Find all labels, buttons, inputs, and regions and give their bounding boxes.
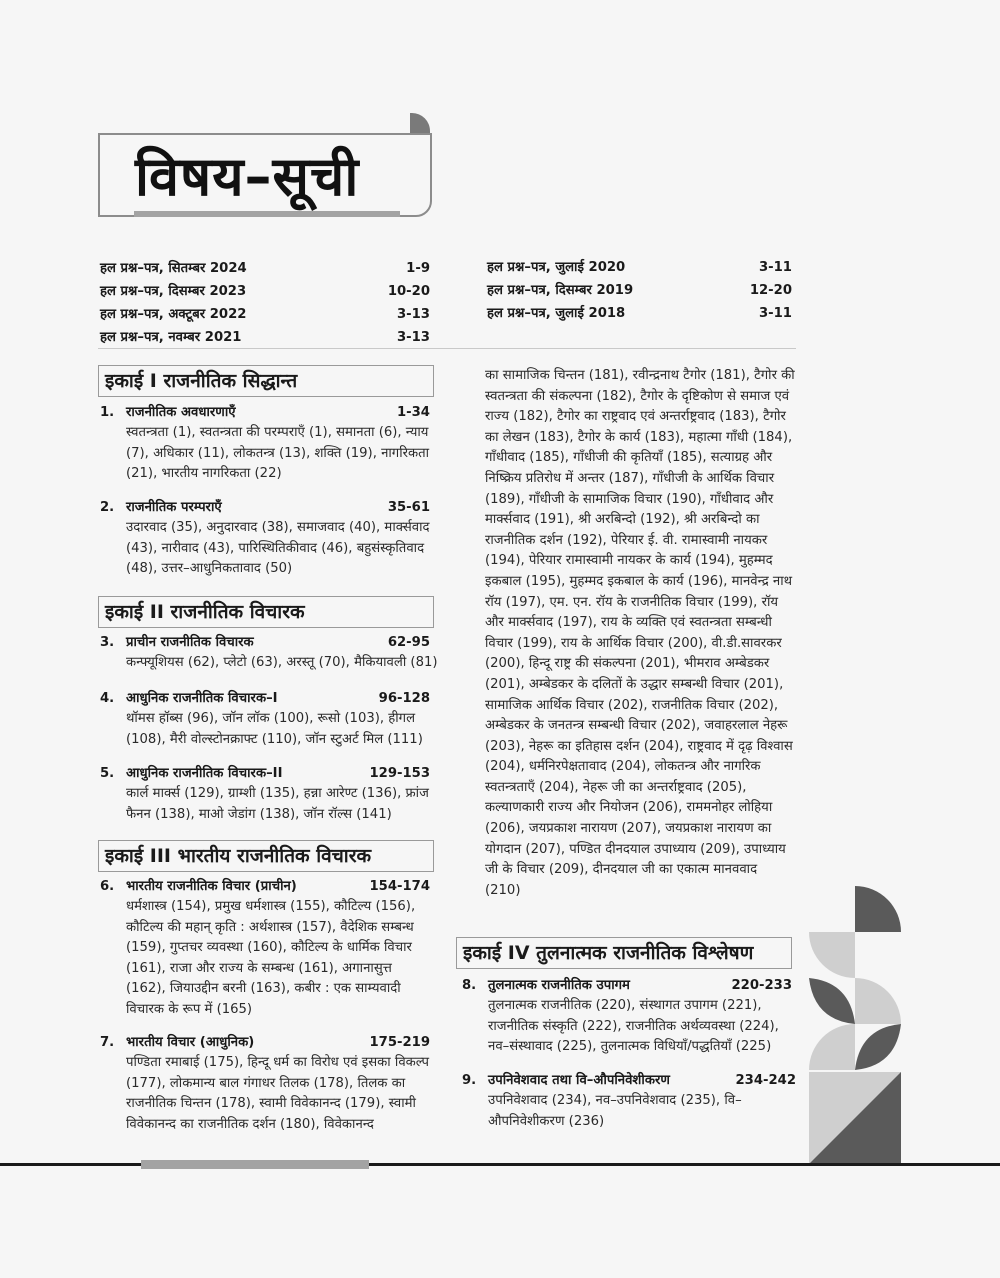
chapter-pages: 1-34 <box>396 405 430 420</box>
chapter-title: आधुनिक राजनीतिक विचारक–I <box>126 691 278 706</box>
chapter-7 <box>100 1032 430 1135</box>
chapter-4 <box>100 688 430 750</box>
chapter-pages: 35-61 <box>387 500 430 515</box>
section-divider <box>98 348 796 349</box>
chapter-pages: 62-95 <box>387 635 430 650</box>
chapter-title: राजनीतिक परम्पराएँ <box>126 500 222 515</box>
chapter-3 <box>100 632 438 674</box>
unit-header-2: इकाई II राजनीतिक विचारक <box>98 596 434 628</box>
chapter-8 <box>462 975 792 1058</box>
chapter-number: 4. <box>100 691 115 706</box>
decorative-geometric-graphic <box>800 870 1000 1166</box>
paper-label: हल प्रश्न–पत्र, सितम्बर 2024 <box>100 261 247 276</box>
chapter-topics: स्वतन्त्रता (1), स्वतन्त्रता की परम्पराएँ (1), समानता (6), न्याय (7), अधिकार (11), लोकतन्त्र (13), शक्ति (19), नागरिकता (21), भारतीय नागरिकता (22) <box>126 425 430 482</box>
title-underline <box>134 211 400 217</box>
paper-label: हल प्रश्न–पत्र, अक्टूबर 2022 <box>100 307 247 322</box>
chapter-pages: 234-242 <box>735 1073 796 1088</box>
chapter-title: भारतीय विचार (आधुनिक) <box>126 1035 255 1050</box>
chapter-1 <box>100 402 430 485</box>
paper-pages: 10-20 <box>387 284 430 299</box>
chapter-pages: 154-174 <box>369 879 430 894</box>
chapter-pages: 175-219 <box>369 1035 430 1050</box>
chapter-6 <box>100 876 430 1021</box>
chapter-5 <box>100 763 430 825</box>
chapter-topics: थॉमस हॉब्स (96), जॉन लॉक (100), रूसो (103), हीगल (108), मैरी वोल्स्टोनक्राफ्ट (110), जॉन स्टुअर्ट मिल (111) <box>126 711 423 747</box>
chapter-title: आधुनिक राजनीतिक विचारक–II <box>126 766 283 781</box>
chapter-pages: 220-233 <box>731 978 792 993</box>
paper-pages: 3-11 <box>758 260 792 275</box>
chapter-number: 8. <box>462 978 477 993</box>
paper-row <box>100 280 430 303</box>
unit-header-3: इकाई III भारतीय राजनीतिक विचारक <box>98 840 434 872</box>
chapter-number: 1. <box>100 405 115 420</box>
paper-row <box>487 302 792 325</box>
chapter-number: 2. <box>100 500 115 515</box>
paper-pages: 3-13 <box>396 330 430 345</box>
footer-accent-bar <box>141 1160 369 1169</box>
chapter-title: भारतीय राजनीतिक विचार (प्राचीन) <box>126 879 297 894</box>
chapter-9 <box>462 1070 796 1132</box>
paper-pages: 3-13 <box>396 307 430 322</box>
chapter-topics: कार्ल मार्क्स (129), ग्राम्शी (135), हन्ना आरेण्ट (136), फ्रांज फैनन (138), माओ जेडांग (138), जॉन रॉल्स (141) <box>126 786 429 822</box>
unit-header-1: इकाई I राजनीतिक सिद्धान्त <box>98 365 434 397</box>
paper-label: हल प्रश्न–पत्र, जुलाई 2020 <box>487 260 626 275</box>
paper-row <box>100 303 430 326</box>
title-scroll-tab <box>410 113 430 135</box>
chapter-pages: 129-153 <box>369 766 430 781</box>
chapter-number: 5. <box>100 766 115 781</box>
solved-papers-left <box>100 257 430 349</box>
chapter-7-continued: का सामाजिक चिन्तन (181), रवीन्द्रनाथ टैगोर (181), टैगोर की स्वतन्त्रता की संकल्पना (182), टैगोर के दृष्टिकोण से समाज एवं राज्य (182), टैगोर का राष्ट्रवाद एवं अन्तर्राष्ट्रवाद (183), टैगोर का लेखन (183), टैगोर के कार्य (183), महात्मा गाँधी (184), गाँधीवाद (185), गाँधीजी की कृतियाँ (185), सत्याग्रह और निष्क्रिय प्रतिरोध में अन्तर (187), गाँधीजी के आर्थिक विचार (189), गाँधीजी के सामाजिक विचार (190), गाँधीवाद और मार्क्सवाद (191), श्री अरबिन्दो (192), श्री अरबिन्दो का राजनीतिक दर्शन (192), पेरियार ई. वी. रामास्वामी नायकर (194), पेरियार रामास्वामी नायकर के कार्य (194), मुहम्मद इकबाल (195), मुहम्मद इकबाल के कार्य (196), मानवेन्द्र नाथ रॉय (197), एम. एन. रॉय के राजनीतिक विचार (199), रॉय और मार्क्सवाद (197), राय के व्यक्ति एवं स्वतन्त्रता सम्बन्धी विचार (199), राय के आर्थिक विचार (200), वी.डी.सावरकर (200), हिन्दू राष्ट्र की संकल्पना (201), भीमराव अम्बेडकर (201), अम्बेडकर के दलितों के उद्धार सम्बन्धी विचार (201), सामाजिक आर्थिक विचार (202), राजनीतिक विचार (202), अम्बेडकर के जनतन्त्र सम्बन्धी विचार (202), जवाहरलाल नेहरू (203), नेहरू का इतिहास दर्शन (204), राष्ट्रवाद में दृढ़ विश्वास (204), धर्मनिरपेक्षतावाद (204), लोकतन्त्र और नागरिक स्वतन्त्रताएँ (204), नेहरू जी का अन्तर्राष्ट्रवाद (205), कल्याणकारी राज्य और नियोजन (206), राममनोहर लोहिया (206), जयप्रकाश नारायण (207), जयप्रकाश नारायण का योगदान (207), पण्डित दीनदयाल उपाध्याय (209), उपाध्याय जी के विचार (209), दीनदयाल जी का एकात्म मानववाद (210) <box>485 368 795 898</box>
chapter-topics: उपनिवेशवाद (234), नव–उपनिवेशवाद (235), वि–औपनिवेशीकरण (236) <box>488 1093 742 1129</box>
page-title: विषय–सूची <box>135 145 360 208</box>
chapter-number: 6. <box>100 879 115 894</box>
paper-row <box>487 279 792 302</box>
paper-label: हल प्रश्न–पत्र, जुलाई 2018 <box>487 306 626 321</box>
paper-pages: 1-9 <box>406 261 430 276</box>
chapter-topics: कन्फ्यूशियस (62), प्लेटो (63), अरस्तू (70), मैकियावली (81) <box>126 655 438 670</box>
paper-label: हल प्रश्न–पत्र, दिसम्बर 2019 <box>487 283 634 298</box>
paper-label: हल प्रश्न–पत्र, नवम्बर 2021 <box>100 330 242 345</box>
paper-pages: 3-11 <box>758 306 792 321</box>
chapter-number: 7. <box>100 1035 115 1050</box>
paper-label: हल प्रश्न–पत्र, दिसम्बर 2023 <box>100 284 247 299</box>
paper-row <box>487 256 792 279</box>
paper-pages: 12-20 <box>749 283 792 298</box>
chapter-title: राजनीतिक अवधारणाएँ <box>126 405 236 420</box>
chapter-title: उपनिवेशवाद तथा वि–औपनिवेशीकरण <box>488 1073 670 1088</box>
chapter-title: तुलनात्मक राजनीतिक उपागम <box>488 978 630 993</box>
chapter-number: 3. <box>100 635 115 650</box>
paper-row <box>100 326 430 349</box>
chapter-topics: तुलनात्मक राजनीतिक (220), संस्थागत उपागम (221), राजनीतिक संस्कृति (222), राजनीतिक अर्थव्यवस्था (224), नव–संस्थावाद (225), तुलनात्मक विधियाँ/पद्धतियाँ (225) <box>488 998 779 1055</box>
chapter-topics: धर्मशास्त्र (154), प्रमुख धर्मशास्त्र (155), कौटिल्य (156), कौटिल्य की महान् कृति : अर्थशास्त्र (157), वैदेशिक सम्बन्ध (159), गुप्तचर व्यवस्था (160), कौटिल्य के धार्मिक विचार (161), राजा और राज्य के सम्बन्ध (161), अगानासुत्त (162), जियाउद्दीन बरनी (163), कबीर : एक साम्यवादी विचारक के रूप में (165) <box>126 899 416 1017</box>
chapter-2 <box>100 497 430 580</box>
chapter-title: प्राचीन राजनीतिक विचारक <box>126 635 254 650</box>
chapter-pages: 96-128 <box>378 691 430 706</box>
solved-papers-right <box>487 256 792 325</box>
paper-row <box>100 257 430 280</box>
unit-header-4: इकाई IV तुलनात्मक राजनीतिक विश्लेषण <box>456 937 792 969</box>
chapter-topics: पण्डिता रमाबाई (175), हिन्दू धर्म का विरोध एवं इसका विकल्प (177), लोकमान्य बाल गंगाधर तिलक (178), तिलक का राजनीतिक चिन्तन (178), स्वामी विवेकानन्द (179), स्वामी विवेकानन्द का राजनीतिक दर्शन (180), विवेकानन्द <box>126 1055 429 1132</box>
chapter-number: 9. <box>462 1073 477 1088</box>
chapter-topics: उदारवाद (35), अनुदारवाद (38), समाजवाद (40), मार्क्सवाद (43), नारीवाद (43), पारिस्थितिकीवाद (46), बहुसंस्कृतिवाद (48), उत्तर–आधुनिकतावाद (50) <box>126 520 430 577</box>
